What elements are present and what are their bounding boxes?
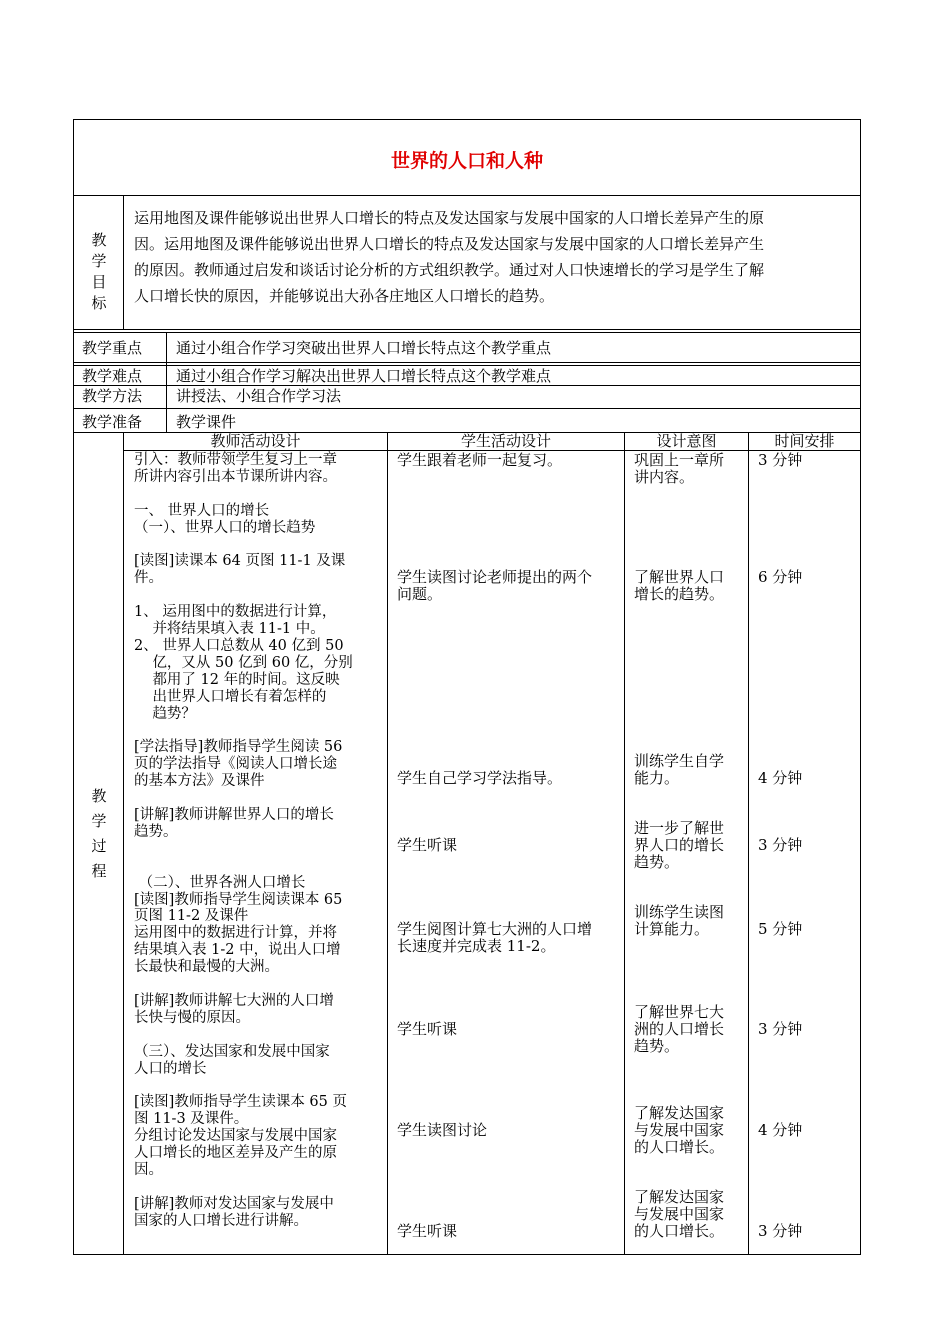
student-activity-4: 学生听课 (397, 836, 458, 854)
divider (123, 195, 124, 329)
time-6: 3 分钟 (758, 1020, 803, 1038)
divider (73, 385, 861, 386)
divider (73, 195, 861, 196)
time-8: 3 分钟 (758, 1222, 803, 1240)
design-intent-3: 训练学生自学 能力。 (634, 752, 725, 787)
teacher-activity-text: 引入：教师带领学生复习上一章 所讲内容引出本节课所讲内容。 一、 世界人口的增长 （一）、世界人口的增长趋势 [读图]读课本 64 页图 11-1 及课 件。 1、 运用图中的数据进行计算， 并将结果填入表 11-1 中。 2、 世界人口总数从 40 亿到 50 亿，又从 50 亿到 60 亿，分别 都用了 12 年的时间。这反映 出世界人口增长有着怎样的 趋势？ [学法指导]教师指导学生阅读 56 页的学法指导《阅读人口增长途 的基本方法》及课件 [讲解]教师讲解世界人口的增长 趋势。 （二）、世界各洲人口增长 [读图]教师指导学生阅读课本 65 页图 11-2 及课件 运用图中的数据进行计算，并将 结果填入表 1-2 中，说出人口增 长最快和最慢的大洲。 [讲解]教师讲解七大洲的人口增 长快与慢的原因。 （三）、发达国家和发展中国家 人口的增长 [读图]教师指导学生读课本 65 页 图 11-3 及课件。 分组讨论发达国家与发展中国家 人口增长的地区差异及产生的原 因。 [讲解]教师对发达国家与发展中 国家的人口增长进行讲解。 (134, 452, 353, 1229)
header-time-schedule: 时间安排 (774, 432, 835, 450)
info-label-difficulties: 教学难点 (82, 367, 143, 385)
design-intent-5: 训练学生读图 计算能力。 (634, 903, 725, 938)
student-activity-2: 学生读图讨论老师提出的两个 问题。 (397, 568, 593, 603)
student-activity-8: 学生听课 (397, 1222, 458, 1240)
table-bottom-border (73, 1254, 861, 1255)
student-activity-7: 学生读图讨论 (397, 1121, 488, 1139)
time-3: 4 分钟 (758, 769, 803, 787)
time-4: 3 分钟 (758, 836, 803, 854)
header-student-activity: 学生活动设计 (460, 432, 551, 450)
info-value-methods: 讲授法、小组合作学习法 (176, 387, 342, 405)
divider (624, 432, 625, 1255)
table-top-border (73, 119, 861, 120)
student-activity-3: 学生自己学习学法指导。 (397, 769, 563, 787)
page-title: 世界的人口和人种 (390, 150, 543, 172)
design-intent-8: 了解发达国家 与发展中国家 的人口增长。 (634, 1188, 725, 1240)
divider (166, 332, 167, 433)
divider (73, 332, 861, 333)
student-activity-1: 学生跟着老师一起复习。 (397, 451, 563, 469)
objectives-text: 运用地图及课件能够说出世界人口增长的特点及发达国家与发展中国家的人口增长差异产生的原 因。运用地图及课件能够说出世界人口增长的特点及发达国家与发展中国家的人口增长差异产生 的原因。教师通过启发和谈话讨论分析的方式组织教学。通过对人口快速增长的学习是学生了解 人口增长快的原因，并能够说出大孙各庄地区人口增长的趋势。 (134, 209, 765, 305)
design-intent-7: 了解发达国家 与发展中国家 的人口增长。 (634, 1104, 725, 1156)
divider (123, 432, 124, 1255)
time-1: 3 分钟 (758, 451, 803, 469)
time-7: 4 分钟 (758, 1121, 803, 1139)
design-intent-2: 了解世界人口 增长的趋势。 (634, 568, 725, 603)
info-value-preparation: 教学课件 (176, 413, 237, 431)
info-label-preparation: 教学准备 (82, 413, 143, 431)
design-intent-6: 了解世界七大 洲的人口增长 趋势。 (634, 1003, 725, 1055)
divider (748, 432, 749, 1255)
header-teacher-activity: 教师活动设计 (210, 432, 301, 450)
design-intent-4: 进一步了解世 界人口的增长 趋势。 (634, 819, 725, 871)
divider (387, 432, 388, 1255)
objectives-label: 教 学 目 标 (91, 231, 107, 312)
process-label: 教 学 过 程 (91, 787, 107, 880)
info-value-difficulties: 通过小组合作学习解决出世界人口增长特点这个教学难点 (176, 367, 552, 385)
divider (73, 362, 861, 363)
table-left-border (73, 119, 74, 1255)
time-2: 6 分钟 (758, 568, 803, 586)
student-activity-6: 学生听课 (397, 1020, 458, 1038)
table-right-border (860, 119, 861, 1255)
student-activity-5: 学生阅图计算七大洲的人口增 长速度并完成表 11-2。 (397, 920, 593, 955)
info-label-methods: 教学方法 (82, 387, 143, 405)
info-label-key-points: 教学重点 (82, 339, 143, 357)
divider (73, 365, 861, 366)
divider (73, 408, 861, 409)
time-5: 5 分钟 (758, 920, 803, 938)
design-intent-1: 巩固上一章所 讲内容。 (634, 451, 725, 486)
info-value-key-points: 通过小组合作学习突破出世界人口增长特点这个教学重点 (176, 339, 552, 357)
divider (73, 329, 861, 330)
header-design-intent: 设计意图 (656, 432, 717, 450)
